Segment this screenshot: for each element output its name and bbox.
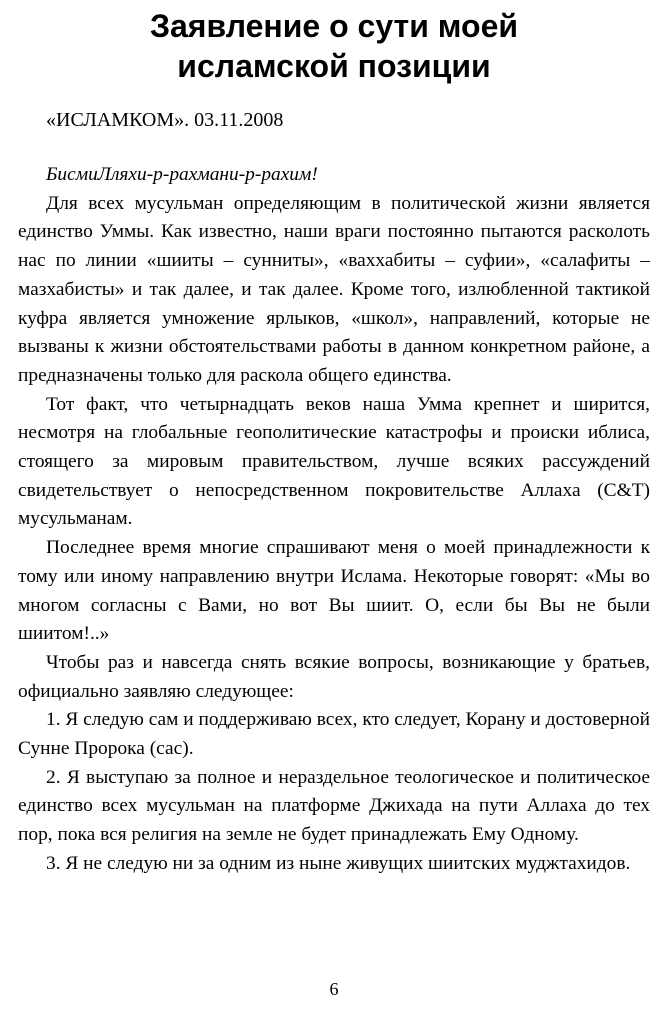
basmala-line: БисмиЛляхи-р-рахмани-р-рахим! xyxy=(46,164,318,185)
numbered-point-1: 1. Я следую сам и поддерживаю всех, кто следует, Корану и достоверной Сунне Пророка (сас). xyxy=(18,709,650,760)
numbered-point-3: 3. Я не следую ни за одним из ныне живущих шиитских муджтахидов. xyxy=(46,852,631,874)
paragraph: Последнее время многие спрашивают меня о моей принадлежности к тому или иному направлению внутри Ислама. Некоторые говорят: «Мы во многом согласны с Вами, но вот Вы шиит. О, если бы Вы не были шиитом!..» xyxy=(18,537,650,645)
chapter-title-line-2: исламской позиции xyxy=(177,48,491,84)
page-number: 6 xyxy=(329,979,339,999)
chapter-title-line-1: Заявление о сути моей xyxy=(149,8,519,44)
numbered-point-2: 2. Я выступаю за полное и нераздельное теологическое и политическое единство всех мусульман на платформе Джихада на пути Аллаха до тех пор, пока вся религия на земле не будет принадлежать Ему Одному. xyxy=(18,766,650,846)
article-body xyxy=(18,161,650,879)
paragraph: Для всех мусульман определяющим в политической жизни является единство Уммы. Как известно, наши враги постоянно пытаются расколоть нас по линии «шииты – сунниты», «ваххабиты – суфии», «салафиты – мазхабисты» и так далее, и так далее. Кроме того, излюбленной тактикой куфра является умножение ярлыков, «школ», направлений, которые не вызваны к жизни обстоятельствами работы в данном конкретном районе, а предназначены только для раскола общего единства. xyxy=(18,192,650,386)
source-dateline: «ИСЛАМКОМ». 03.11.2008 xyxy=(46,109,284,131)
paragraph: Чтобы раз и навсегда снять всякие вопросы, возникающие у братьев, официально заявляю следующее: xyxy=(18,651,650,702)
paragraph: Тот факт, что четырнадцать веков наша Умма крепнет и ширится, несмотря на глобальные геополитические катастрофы и происки иблиса, стоящего за мировым правительством, лучше всяких рассуждений свидетельствует о непосредственном покровительстве Аллаха (С&Т) мусульманам. xyxy=(18,393,650,530)
